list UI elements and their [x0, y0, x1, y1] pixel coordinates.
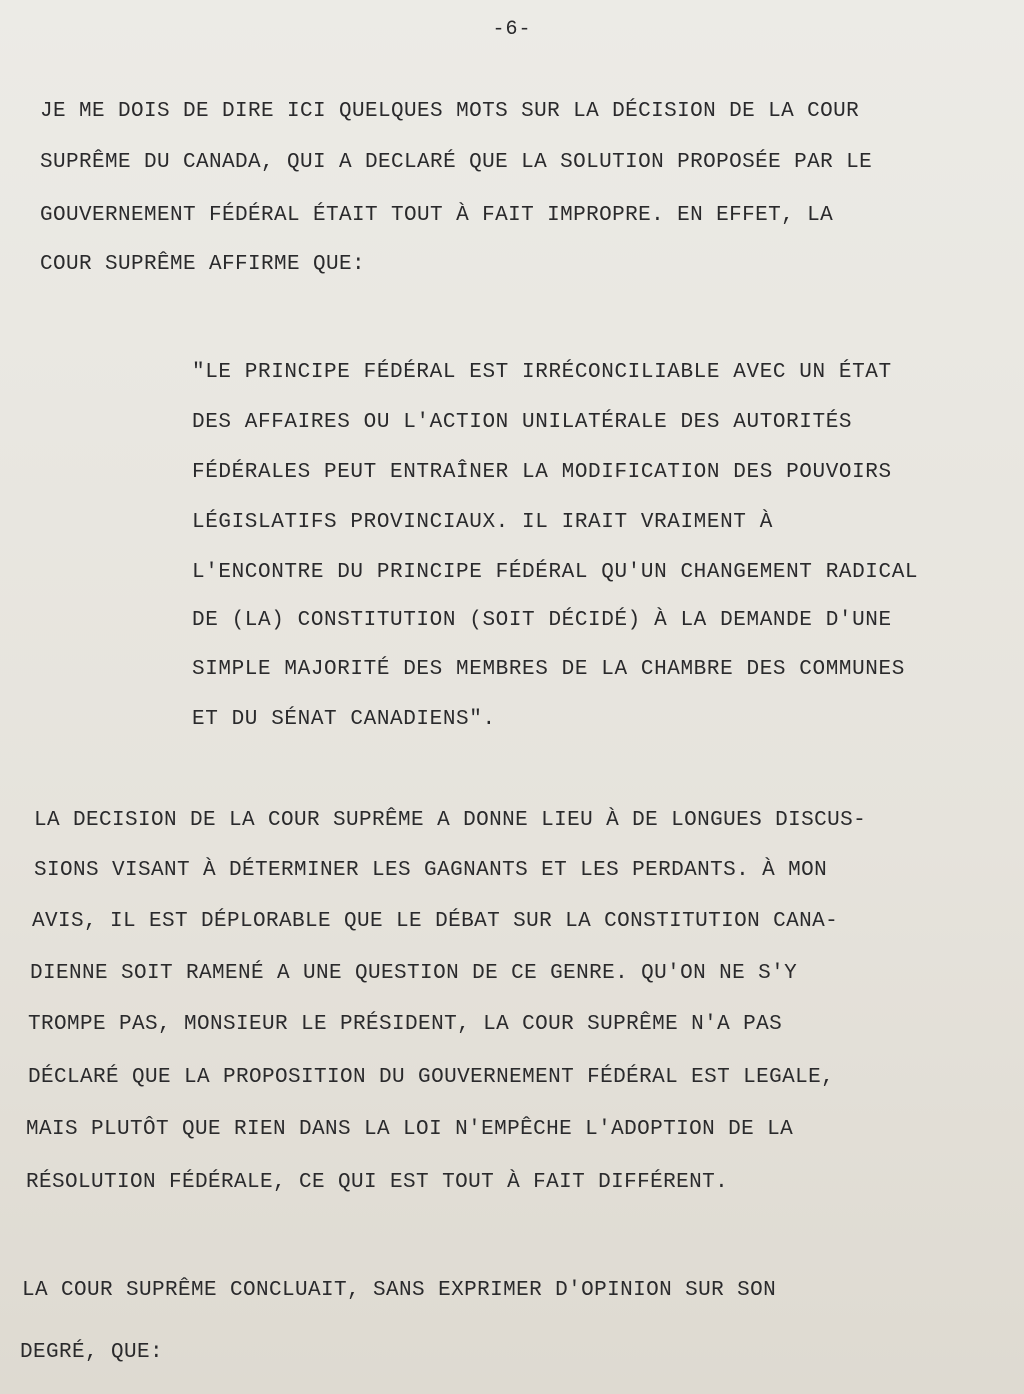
paragraph-line: SIONS VISANT À DÉTERMINER LES GAGNANTS ET LES PERDANTS. À MON [34, 859, 828, 882]
quote-line: FÉDÉRALES PEUT ENTRAÎNER LA MODIFICATION DES POUVOIRS [192, 461, 892, 484]
paragraph-line: TROMPE PAS, MONSIEUR LE PRÉSIDENT, LA COUR SUPRÊME N'A PAS [28, 1013, 783, 1036]
paragraph-line: AVIS, IL EST DÉPLORABLE QUE LE DÉBAT SUR LA CONSTITUTION CANA- [32, 910, 839, 933]
paragraph-line: DÉCLARÉ QUE LA PROPOSITION DU GOUVERNEMENT FÉDÉRAL EST LEGALE, [28, 1066, 835, 1089]
paragraph-line: RÉSOLUTION FÉDÉRALE, CE QUI EST TOUT À FAIT DIFFÉRENT. [26, 1171, 729, 1194]
paragraph-line: LA DECISION DE LA COUR SUPRÊME A DONNE LIEU À DE LONGUES DISCUS- [34, 809, 867, 832]
paragraph-line: MAIS PLUTÔT QUE RIEN DANS LA LOI N'EMPÊCHE L'ADOPTION DE LA [26, 1118, 794, 1141]
paragraph-line: COUR SUPRÊME AFFIRME QUE: [40, 253, 366, 276]
quote-line: ET DU SÉNAT CANADIENS". [192, 708, 496, 731]
paragraph-line: JE ME DOIS DE DIRE ICI QUELQUES MOTS SUR LA DÉCISION DE LA COUR [40, 100, 860, 123]
paragraph-line: SUPRÊME DU CANADA, QUI A DECLARÉ QUE LA SOLUTION PROPOSÉE PAR LE [40, 151, 873, 174]
quote-line: "LE PRINCIPE FÉDÉRAL EST IRRÉCONCILIABLE AVEC UN ÉTAT [192, 361, 892, 384]
paragraph-line: DEGRÉ, QUE: [20, 1341, 164, 1364]
quote-line: DES AFFAIRES OU L'ACTION UNILATÉRALE DES AUTORITÉS [192, 411, 853, 434]
page-number: -6- [492, 18, 532, 41]
paragraph-line: DIENNE SOIT RAMENÉ A UNE QUESTION DE CE GENRE. QU'ON NE S'Y [30, 962, 798, 985]
quote-line: SIMPLE MAJORITÉ DES MEMBRES DE LA CHAMBRE DES COMMUNES [192, 658, 905, 681]
paragraph-line: GOUVERNEMENT FÉDÉRAL ÉTAIT TOUT À FAIT IMPROPRE. EN EFFET, LA [40, 204, 834, 227]
quote-line: LÉGISLATIFS PROVINCIAUX. IL IRAIT VRAIMENT À [192, 511, 773, 534]
quote-line: L'ENCONTRE DU PRINCIPE FÉDÉRAL QU'UN CHANGEMENT RADICAL [192, 561, 919, 584]
paragraph-line: LA COUR SUPRÊME CONCLUAIT, SANS EXPRIMER D'OPINION SUR SON [22, 1279, 777, 1302]
quote-line: DE (LA) CONSTITUTION (SOIT DÉCIDÉ) À LA DEMANDE D'UNE [192, 609, 892, 632]
